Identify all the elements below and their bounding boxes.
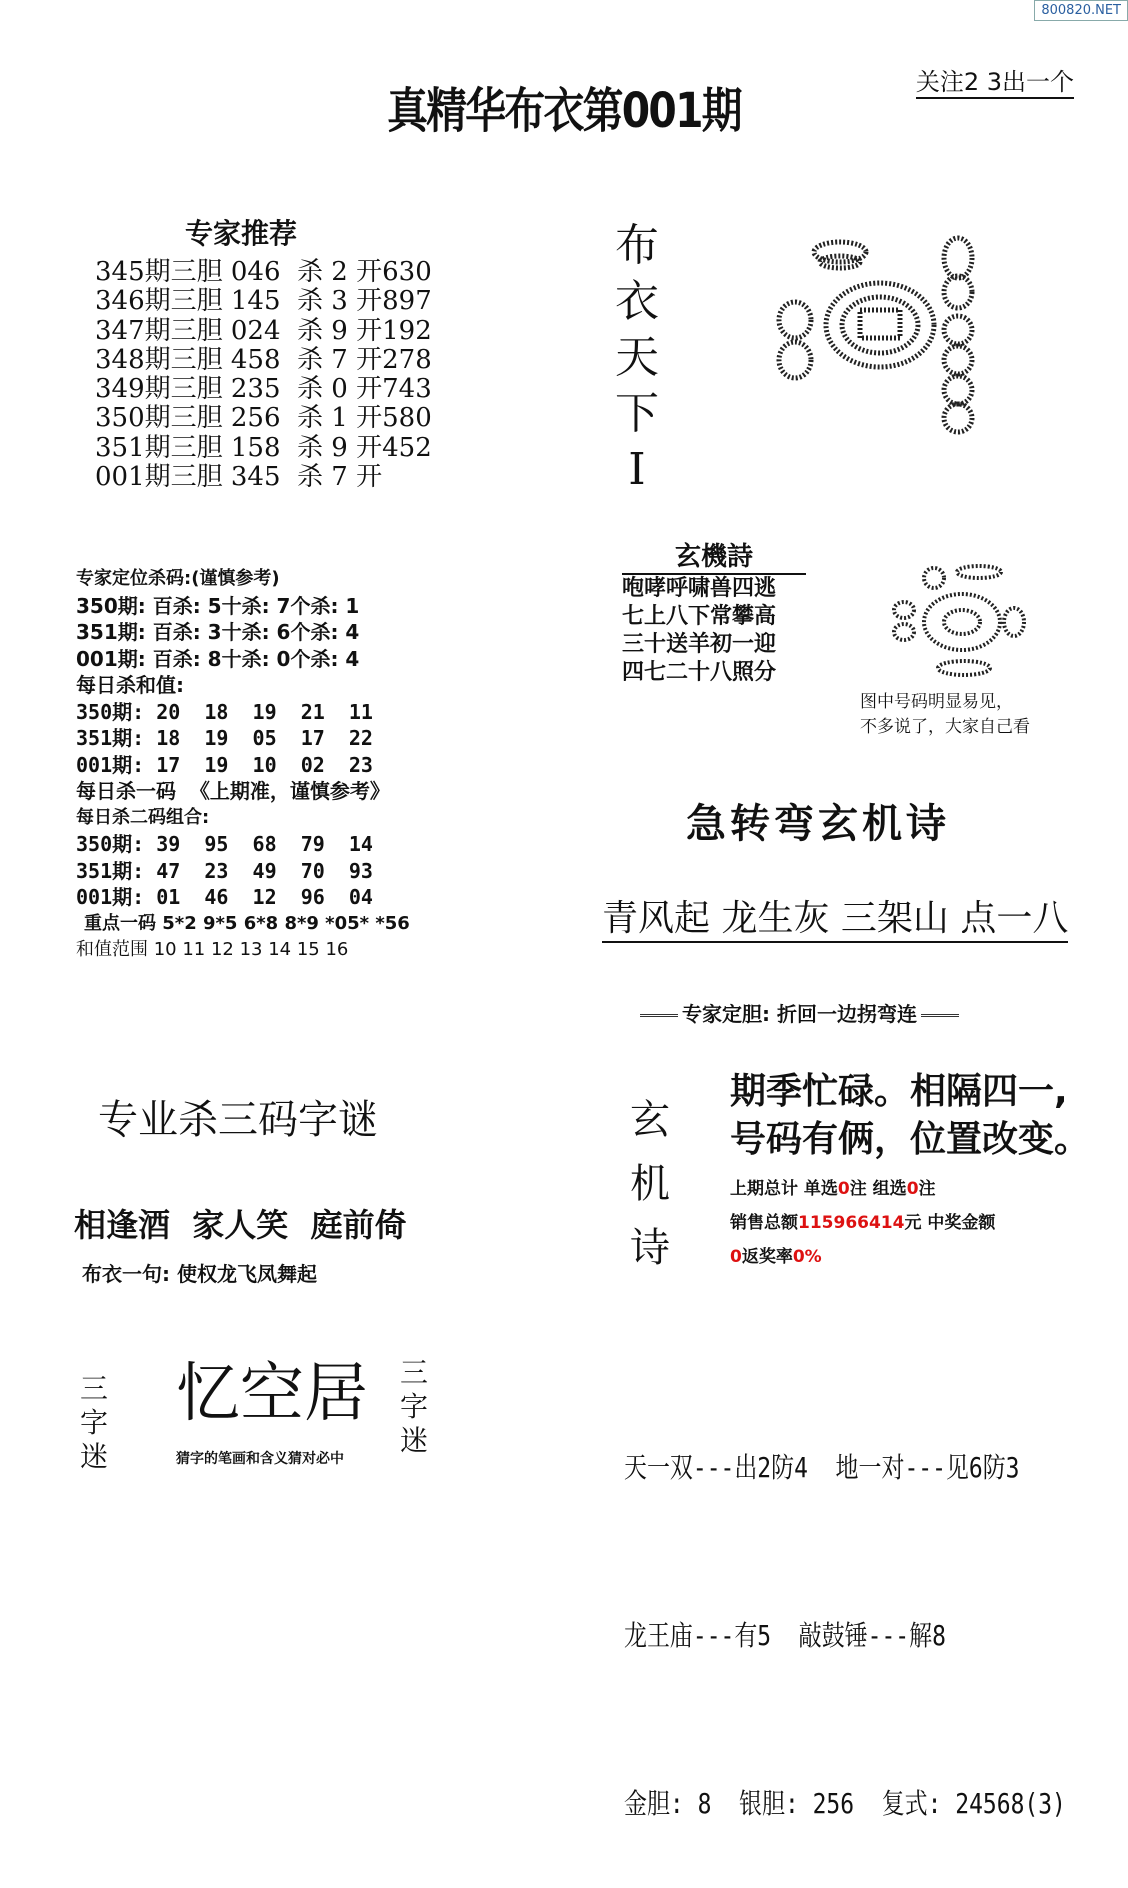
page-title: 真精华布衣第001期 <box>387 83 741 139</box>
stat-value: 0 <box>730 1247 742 1267</box>
expert-row: 346期三胆 145 杀 3 开897 <box>95 286 432 317</box>
expert-dingdan <box>636 998 963 1027</box>
xuanji-line: 咆哮呼啸兽四逃 <box>622 576 777 601</box>
expert-row: 348期三胆 458 杀 7 开278 <box>95 344 432 375</box>
expert-heading: 专家推荐 <box>185 217 298 250</box>
xuanji-line: 四七二十八照分 <box>622 660 777 685</box>
final-line: 龙王庙---有5 敲鼓锤---解8 <box>624 1619 946 1652</box>
final-line: 金胆: 8 银胆: 256 复式: 24568(3) <box>624 1787 1066 1820</box>
final-block <box>624 1328 1066 1888</box>
stat-line-1 <box>730 1172 995 1206</box>
vertical-char: 机 <box>630 1161 670 1207</box>
vertical-char: 下 <box>615 388 659 439</box>
sales-stats <box>730 1172 995 1274</box>
xuanji-box <box>622 536 806 687</box>
divider <box>640 1014 678 1017</box>
stat-label: 注 <box>918 1179 936 1199</box>
stat-line-2 <box>730 1206 995 1240</box>
stat-value: 0 <box>906 1179 919 1199</box>
table-drawing-large <box>770 230 990 445</box>
stat-line-3 <box>730 1240 995 1274</box>
xuanji-poem-text <box>730 1068 1090 1164</box>
stat-label: 上期总计 单选 <box>730 1179 838 1199</box>
vertical-char: 天 <box>615 332 659 383</box>
pos-row: 001期: 百杀: 8十杀: 0个杀: 4 <box>76 646 360 671</box>
vertical-char: 布 <box>615 220 659 271</box>
riddle-words: 相逢酒 家人笑 庭前倚 <box>74 1206 407 1244</box>
xuanji-caption <box>860 690 1050 740</box>
key-line: 重点一码 5*2 9*5 6*8 8*9 *05* *56 <box>84 912 410 934</box>
left-vertical-label: 三字迷 <box>80 1372 109 1473</box>
caption-line: 图中号码明显易见， <box>860 692 1013 712</box>
stat-value: 0% <box>792 1247 822 1267</box>
stat-label: 注 组选 <box>849 1179 907 1199</box>
urgent-line: 青风起 龙生灰 三架山 点一八 <box>602 890 1068 943</box>
vertical-char: I <box>628 444 646 495</box>
one-heading: 每日杀一码 《上期准，谨慎参考》 <box>76 779 390 803</box>
vertical-char: 衣 <box>615 276 659 327</box>
xuanji-vertical <box>625 1088 675 1280</box>
xuanji-line: 三十送羊初一迎 <box>622 632 777 657</box>
table-drawing-small <box>884 560 1034 685</box>
poem-line: 号码有俩，位置改变。 <box>730 1119 1091 1160</box>
pos-row: 351期: 百杀: 3十杀: 6个杀: 4 <box>76 620 360 644</box>
two-row: 350期: 39 95 68 79 14 <box>76 832 373 856</box>
stat-label: 返奖率 <box>741 1247 793 1267</box>
riddle-center-word: 忆空居 <box>176 1357 368 1431</box>
divider <box>921 1014 959 1017</box>
expert-row: 347期三胆 024 杀 9 开192 <box>95 315 432 346</box>
sum-row: 001期: 17 19 10 02 23 <box>76 752 373 777</box>
two-heading: 每日杀二码组合: <box>76 806 210 828</box>
xuanji-line: 七上八下常攀高 <box>622 604 777 629</box>
vertical-char: 玄 <box>630 1097 670 1143</box>
dingdan-text: 专家定胆: 折回一边拐弯连 <box>682 1002 917 1026</box>
buyi-tianxia-vertical <box>612 218 662 498</box>
expert-row: 349期三胆 235 杀 0 开743 <box>95 374 432 405</box>
top-note: 关注2 3出一个 <box>916 62 1074 99</box>
site-watermark: 800820.NET <box>1034 0 1128 21</box>
sum-heading: 每日杀和值: <box>76 673 184 697</box>
vertical-char: 诗 <box>630 1225 670 1271</box>
stat-value: 115966414 <box>798 1213 905 1233</box>
two-row: 351期: 47 23 49 70 93 <box>76 858 373 883</box>
caption-line: 不多说了，大家自己看 <box>860 717 1030 737</box>
sum-row: 351期: 18 19 05 17 22 <box>76 726 373 750</box>
riddle-hint: 猜字的笔画和含义猜对必中 <box>176 1451 344 1467</box>
stat-label: 元 中奖金额 <box>904 1213 996 1233</box>
buyi-line: 布衣一句: 使权龙飞凤舞起 <box>82 1262 317 1286</box>
two-row: 001期: 01 46 12 96 04 <box>76 885 373 909</box>
urgent-heading: 急转弯玄机诗 <box>686 801 950 847</box>
stat-label: 销售总额 <box>730 1213 798 1233</box>
right-vertical-label: 三字迷 <box>400 1356 429 1457</box>
poem-line: 期季忙碌。相隔四一, <box>730 1071 1068 1112</box>
expert-row: 351期三胆 158 杀 9 开452 <box>95 432 432 463</box>
final-line: 天一双---出2防4 地一对---见6防3 <box>624 1451 1020 1484</box>
pos-row: 350期: 百杀: 5十杀: 7个杀: 1 <box>76 593 360 618</box>
expert-row: 001期三胆 345 杀 7 开 <box>95 462 383 493</box>
sum-row: 350期: 20 18 19 21 11 <box>76 699 373 724</box>
range-line: 和值范围 10 11 12 13 14 15 16 <box>76 939 349 960</box>
expert-row: 345期三胆 046 杀 2 开630 <box>95 257 432 287</box>
xuanji-heading: 玄機詩 <box>622 536 806 575</box>
stats-block <box>76 566 476 964</box>
expert-row: 350期三胆 256 杀 1 开580 <box>95 403 432 434</box>
pos-heading: 专家定位杀码:(谨慎参考) <box>76 568 280 589</box>
stat-value: 0 <box>837 1179 850 1199</box>
expert-list <box>95 258 432 492</box>
riddle-heading: 专业杀三码字谜 <box>98 1097 378 1143</box>
